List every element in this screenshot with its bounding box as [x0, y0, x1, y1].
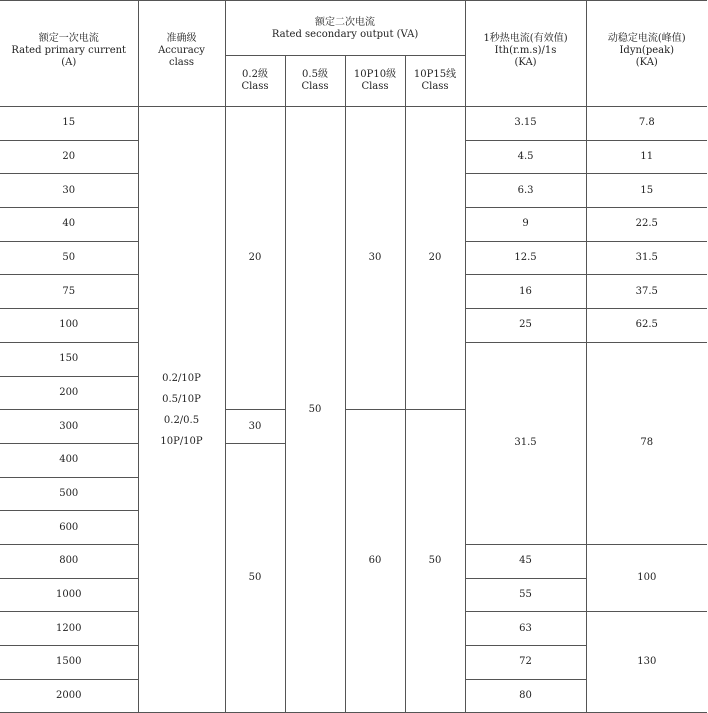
- ith-cell: 80: [465, 679, 586, 713]
- header-primary-current: [0, 1, 138, 107]
- table-row: [0, 107, 707, 141]
- header-idyn: [586, 1, 707, 107]
- ith-cell: 9: [465, 208, 586, 242]
- header-class-10p15: [405, 56, 465, 107]
- primary-current-cell: 800: [0, 544, 138, 578]
- header-class-05-cn: 0.5级: [302, 69, 328, 80]
- idyn-cell: 15: [586, 174, 707, 208]
- primary-current-cell: 500: [0, 477, 138, 511]
- primary-current-cell: 1200: [0, 612, 138, 646]
- ith-cell: 45: [465, 544, 586, 578]
- primary-current-cell: 30: [0, 174, 138, 208]
- idyn-cell: 78: [586, 342, 707, 544]
- primary-current-cell: 600: [0, 511, 138, 545]
- header-idyn-unit: (KA): [635, 57, 658, 68]
- idyn-cell: 130: [586, 612, 707, 713]
- primary-current-cell: 75: [0, 275, 138, 309]
- primary-current-cell: 15: [0, 107, 138, 141]
- header-class-05-en: Class: [301, 81, 329, 92]
- header-ith-unit: (KA): [514, 57, 537, 68]
- primary-current-cell: 20: [0, 140, 138, 174]
- header-ith-cn: 1秒热电流(有效值): [483, 33, 568, 44]
- ith-cell: 63: [465, 612, 586, 646]
- va-class-02-cell: 50: [225, 443, 285, 713]
- primary-current-cell: 40: [0, 208, 138, 242]
- idyn-cell: 62.5: [586, 309, 707, 343]
- header-idyn-cn: 动稳定电流(峰值): [607, 33, 686, 44]
- header-secondary-output-cn: 额定二次电流: [315, 17, 376, 28]
- idyn-cell: 37.5: [586, 275, 707, 309]
- primary-current-cell: 300: [0, 410, 138, 444]
- primary-current-cell: 200: [0, 376, 138, 410]
- ith-cell: 31.5: [465, 342, 586, 544]
- primary-current-cell: 150: [0, 342, 138, 376]
- ith-cell: 25: [465, 309, 586, 343]
- idyn-cell: 11: [586, 140, 707, 174]
- header-class-02: [225, 56, 285, 107]
- header-accuracy-class: [138, 1, 225, 107]
- ith-cell: 55: [465, 578, 586, 612]
- idyn-cell: 22.5: [586, 208, 707, 242]
- header-primary-current-unit: (A): [61, 57, 77, 68]
- va-class-10p15-cell: 20: [405, 107, 465, 410]
- ith-cell: 72: [465, 646, 586, 680]
- primary-current-cell: 1000: [0, 578, 138, 612]
- accuracy-class-line: 0.5/10P: [162, 393, 201, 405]
- ith-cell: 3.15: [465, 107, 586, 141]
- ith-cell: 6.3: [465, 174, 586, 208]
- accuracy-class-cell: [138, 107, 225, 713]
- header-ith: [465, 1, 586, 107]
- accuracy-class-line: 0.2/10P: [162, 372, 201, 384]
- primary-current-cell: 400: [0, 443, 138, 477]
- header-class-10p10-cn: 10P10级: [353, 69, 397, 80]
- idyn-cell: 31.5: [586, 241, 707, 275]
- va-class-10p10-cell: 30: [345, 107, 405, 410]
- va-class-10p15-cell: 50: [405, 410, 465, 713]
- header-idyn-en: Idyn(peak): [619, 45, 675, 56]
- va-class-02-cell: 30: [225, 410, 285, 444]
- va-class-10p10-cell: 60: [345, 410, 405, 713]
- header-accuracy-en: Accuracy: [158, 45, 205, 56]
- primary-current-cell: 2000: [0, 679, 138, 713]
- header-class-05: [285, 56, 345, 107]
- header-class-10p15-cn: 10P15线: [413, 69, 457, 80]
- idyn-cell: 7.8: [586, 107, 707, 141]
- idyn-cell: 100: [586, 544, 707, 611]
- header-class-10p10: [345, 56, 405, 107]
- primary-current-cell: 1500: [0, 646, 138, 680]
- header-secondary-output-en: Rated secondary output (VA): [271, 29, 419, 40]
- header-primary-current-cn: 额定一次电流: [38, 33, 99, 44]
- header-class-10p15-en: Class: [421, 81, 449, 92]
- primary-current-cell: 50: [0, 241, 138, 275]
- header-accuracy-en2: class: [168, 57, 195, 68]
- header-accuracy-cn: 准确级: [166, 33, 197, 44]
- header-class-02-cn: 0.2级: [242, 69, 268, 80]
- header-secondary-output: [225, 1, 465, 56]
- accuracy-class-line: 10P/10P: [160, 435, 203, 447]
- header-class-02-en: Class: [241, 81, 269, 92]
- primary-current-cell: 100: [0, 309, 138, 343]
- header-ith-en: Ith(r.m.s)/1s: [494, 45, 557, 56]
- header-primary-current-en: Rated primary current: [11, 45, 127, 56]
- ith-cell: 16: [465, 275, 586, 309]
- va-class-02-cell: 20: [225, 107, 285, 410]
- ith-cell: 12.5: [465, 241, 586, 275]
- ith-cell: 4.5: [465, 140, 586, 174]
- va-class-05-cell: 50: [285, 107, 345, 713]
- header-class-10p10-en: Class: [361, 81, 389, 92]
- accuracy-class-line: 0.2/0.5: [163, 414, 200, 426]
